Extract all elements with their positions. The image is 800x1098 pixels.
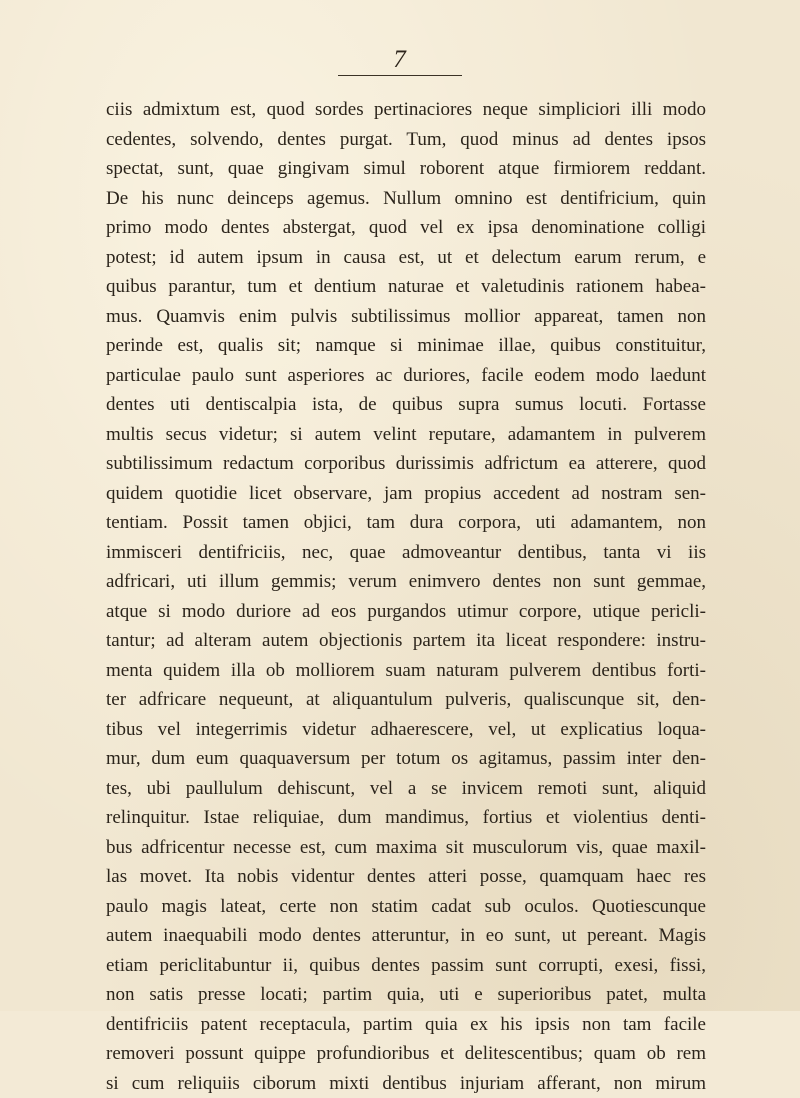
text-line: particulae paulo sunt asperiores ac duriores, facile eodem modo laedunt <box>106 361 706 391</box>
text-line: tes, ubi paullulum dehiscunt, vel a se invicem remoti sunt, aliquid <box>106 774 706 804</box>
text-line: De his nunc deinceps agemus. Nullum omnino est dentifricium, quin <box>106 184 706 214</box>
header-rule <box>338 75 462 76</box>
text-line: perinde est, qualis sit; namque si minimae illae, quibus constituitur, <box>106 331 706 361</box>
text-line: quibus parantur, tum et dentium naturae et valetudinis rationem habea- <box>106 272 706 302</box>
text-line: dentes uti dentiscalpia ista, de quibus supra sumus locuti. Fortasse <box>106 390 706 420</box>
text-line: paulo magis lateat, certe non statim cadat sub oculos. Quotiescunque <box>106 892 706 922</box>
text-line: autem inaequabili modo dentes atteruntur, in eo sunt, ut pereant. Magis <box>106 921 706 951</box>
text-line: tantur; ad alteram autem objectionis partem ita liceat respondere: instru- <box>106 626 706 656</box>
text-line: non satis presse locati; partim quia, uti e superioribus patet, multa <box>106 980 706 1010</box>
text-line: bus adfricentur necesse est, cum maxima sit musculorum vis, quae maxil- <box>106 833 706 863</box>
page-number: 7 <box>0 46 800 74</box>
text-line: spectat, sunt, quae gingivam simul roborent atque firmiorem reddant. <box>106 154 706 184</box>
body-text <box>106 95 706 1098</box>
text-line: etiam periclitabuntur ii, quibus dentes passim sunt corrupti, exesi, fissi, <box>106 951 706 981</box>
text-line: quidem quotidie licet observare, jam propius accedent ad nostram sen- <box>106 479 706 509</box>
text-line: mus. Quamvis enim pulvis subtilissimus mollior appareat, tamen non <box>106 302 706 332</box>
text-line: ciis admixtum est, quod sordes pertinaciores neque simpliciori illi modo <box>106 95 706 125</box>
text-line: ter adfricare nequeunt, at aliquantulum pulveris, qualiscunque sit, den- <box>106 685 706 715</box>
text-line: mur, dum eum quaquaversum per totum os agitamus, passim inter den- <box>106 744 706 774</box>
text-line: removeri possunt quippe profundioribus et delitescentibus; quam ob rem <box>106 1039 706 1069</box>
text-line: tentiam. Possit tamen objici, tam dura corpora, uti adamantem, non <box>106 508 706 538</box>
text-line: si cum reliquiis ciborum mixti dentibus injuriam afferant, non mirum <box>106 1069 706 1098</box>
text-line: adfricari, uti illum gemmis; verum enimvero dentes non sunt gemmae, <box>106 567 706 597</box>
text-line: primo modo dentes abstergat, quod vel ex ipsa denominatione colligi <box>106 213 706 243</box>
text-line: potest; id autem ipsum in causa est, ut et delectum earum rerum, e <box>106 243 706 273</box>
text-line: menta quidem illa ob molliorem suam naturam pulverem dentibus forti- <box>106 656 706 686</box>
text-line: dentifriciis patent receptacula, partim quia ex his ipsis non tam facile <box>106 1010 706 1040</box>
text-line: relinquitur. Istae reliquiae, dum mandimus, fortius et violentius denti- <box>106 803 706 833</box>
text-line: multis secus videtur; si autem velint reputare, adamantem in pulverem <box>106 420 706 450</box>
text-line: immisceri dentifriciis, nec, quae admoveantur dentibus, tanta vi iis <box>106 538 706 568</box>
text-line: tibus vel integerrimis videtur adhaerescere, vel, ut explicatius loqua- <box>106 715 706 745</box>
text-line: atque si modo duriore ad eos purgandos utimur corpore, utique pericli- <box>106 597 706 627</box>
text-line: las movet. Ita nobis videntur dentes atteri posse, quamquam haec res <box>106 862 706 892</box>
text-line: cedentes, solvendo, dentes purgat. Tum, quod minus ad dentes ipsos <box>106 125 706 155</box>
text-line: subtilissimum redactum corporibus durissimis adfrictum ea atterere, quod <box>106 449 706 479</box>
